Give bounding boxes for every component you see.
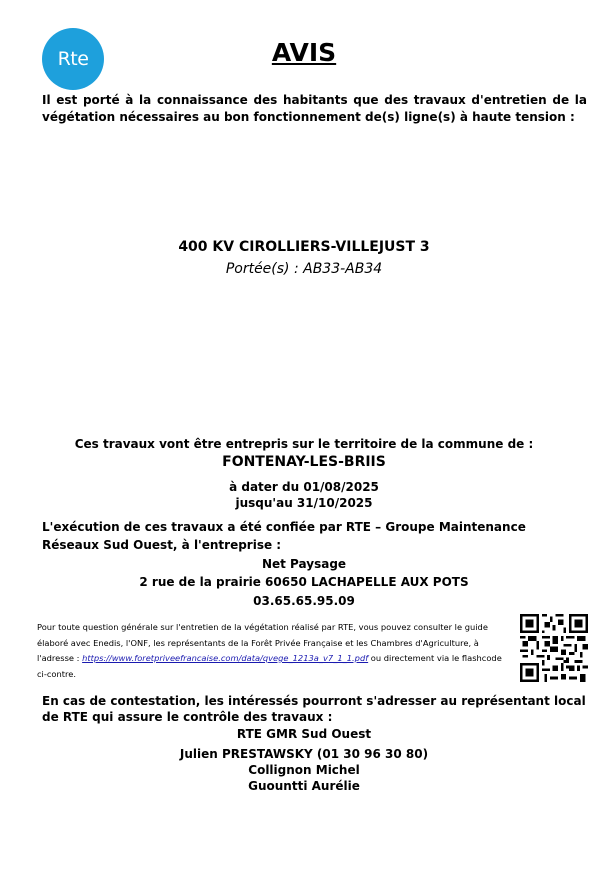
end-date: jusqu'au 31/10/2025 — [235, 496, 373, 510]
power-line-span: Portée(s) : AB33-AB34 — [225, 261, 383, 277]
rte-logo-text: Rte — [57, 48, 89, 70]
question-paragraph — [37, 620, 511, 682]
intro-paragraph: Il est porté à la connaissance des habitants que des travaux d'entretien de la végétation nécessaires au bon fonctionnement de(s) ligne(s) à haute tension : — [42, 93, 587, 124]
contestation-paragraph: En cas de contestation, les intéressés pourront s'adresser au représentant local de RTE qui assure le contrôle des travaux : — [42, 694, 586, 724]
contact-primary: Julien PRESTAWSKY (01 30 96 30 80) — [179, 747, 429, 761]
company-name: Net Paysage — [261, 557, 347, 571]
page-title: AVIS — [271, 38, 337, 67]
commune-name: FONTENAY-LES-BRIIS — [222, 454, 386, 470]
power-line-name: 400 KV CIROLLIERS-VILLEJUST 3 — [178, 239, 430, 255]
rte-unit: RTE GMR Sud Ouest — [236, 727, 372, 741]
qr-code-icon[interactable] — [520, 614, 588, 682]
commune-intro: Ces travaux vont être entrepris sur le territoire de la commune de : — [74, 437, 534, 451]
start-date: à dater du 01/08/2025 — [229, 480, 379, 494]
contact-secondary: Collignon Michel — [248, 763, 360, 777]
contact-tertiary: Guountti Aurélie — [248, 779, 360, 793]
question-text: Pour toute question générale sur l'entretien de la végétation réalisé par RTE, vous pouvez consulter le guide élaboré avec Enedis, l'ONF, les représentants de la Forêt Privée Française et les Chambres d'Agriculture, à l'adresse : — [37, 622, 488, 663]
guide-link[interactable]: https://www.foretpriveefrancaise.com/data/qvege_1213a_v7_1_1.pdf — [82, 653, 369, 663]
execution-paragraph: L'exécution de ces travaux a été confiée par RTE – Groupe Maintenance Réseaux Sud Ouest, à l'entreprise : — [42, 520, 526, 552]
company-phone: 03.65.65.95.09 — [253, 594, 355, 608]
company-address: 2 rue de la prairie 60650 LACHAPELLE AUX POTS — [139, 575, 469, 589]
question-text-end: ou directement via le flashcode ci-contre. — [37, 653, 502, 679]
